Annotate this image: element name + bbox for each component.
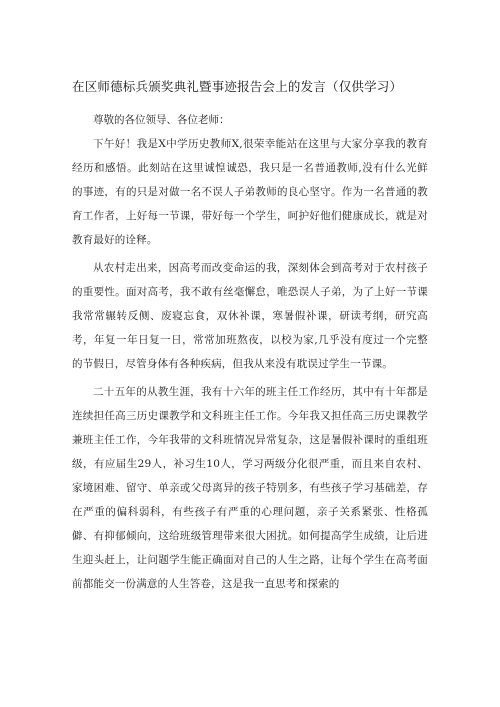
paragraph-greeting: 下午好！我是X中学历史教师X,很荣幸能站在这里与大家分享我的教育经历和感悟。此刻站在这里诚惶诚恐，我只是一名普通教师,没有什么光鲜的事迹，有的只是对做一名不误人子弟教师的良心坚守。作为一名普通的教育工作者，上好每一节课，带好每一个学生，呵护好他们健康成长，就是对教育最好的诠释。 [72,138,428,246]
paragraph-experience: 二十五年的从教生涯，我有十六年的班主任工作经历，其中有十年都是连续担任高三历史课教学和文科班主任工作。今年我又担任高三历史课教学兼班主任工作，今年我带的文科班情况异常复杂，这是暑假补课时的重组班级，有应届生29人，补习生10人，学习两级分化很严重，而且来自农村、家境困难、留守、单亲或父母离异的孩子特别多，有些孩子学习基础差，存在严重的偏科弱科，有些孩子有严重的心理问题，亲子关系紧张、性格孤僻、有抑郁倾向，这给班级管理带来很大困扰。如何提高学生成绩，让后进生迎头赶上，让问题学生能正确面对自己的人生之路，让每个学生在高考面前都能交一份满意的人生答卷，这是我一直思考和探索的 [72,386,428,590]
document-page [72,78,428,596]
document-title: 在区师德标兵颁奖典礼暨事迹报告会上的发言（仅供学习） [72,79,403,94]
paragraph-background: 从农村走出来，因高考而改变命运的我，深刻体会到高考对于农村孩子的重要性。面对高考，我不敢有丝毫懈怠，唯恐误人子弟，为了上好一节课我常常辗转反侧、废寝忘食，双休补课，寒暑假补课，研读考纲，研究高考，年复一年日复一日，常常加班熬夜，以校为家,几乎没有度过一个完整的节假日，尽管身体有各种疾病，但我从来没有耽误过学生一节课。 [72,262,428,370]
salutation: 尊敬的各位领导、各位老师： [93,114,230,126]
